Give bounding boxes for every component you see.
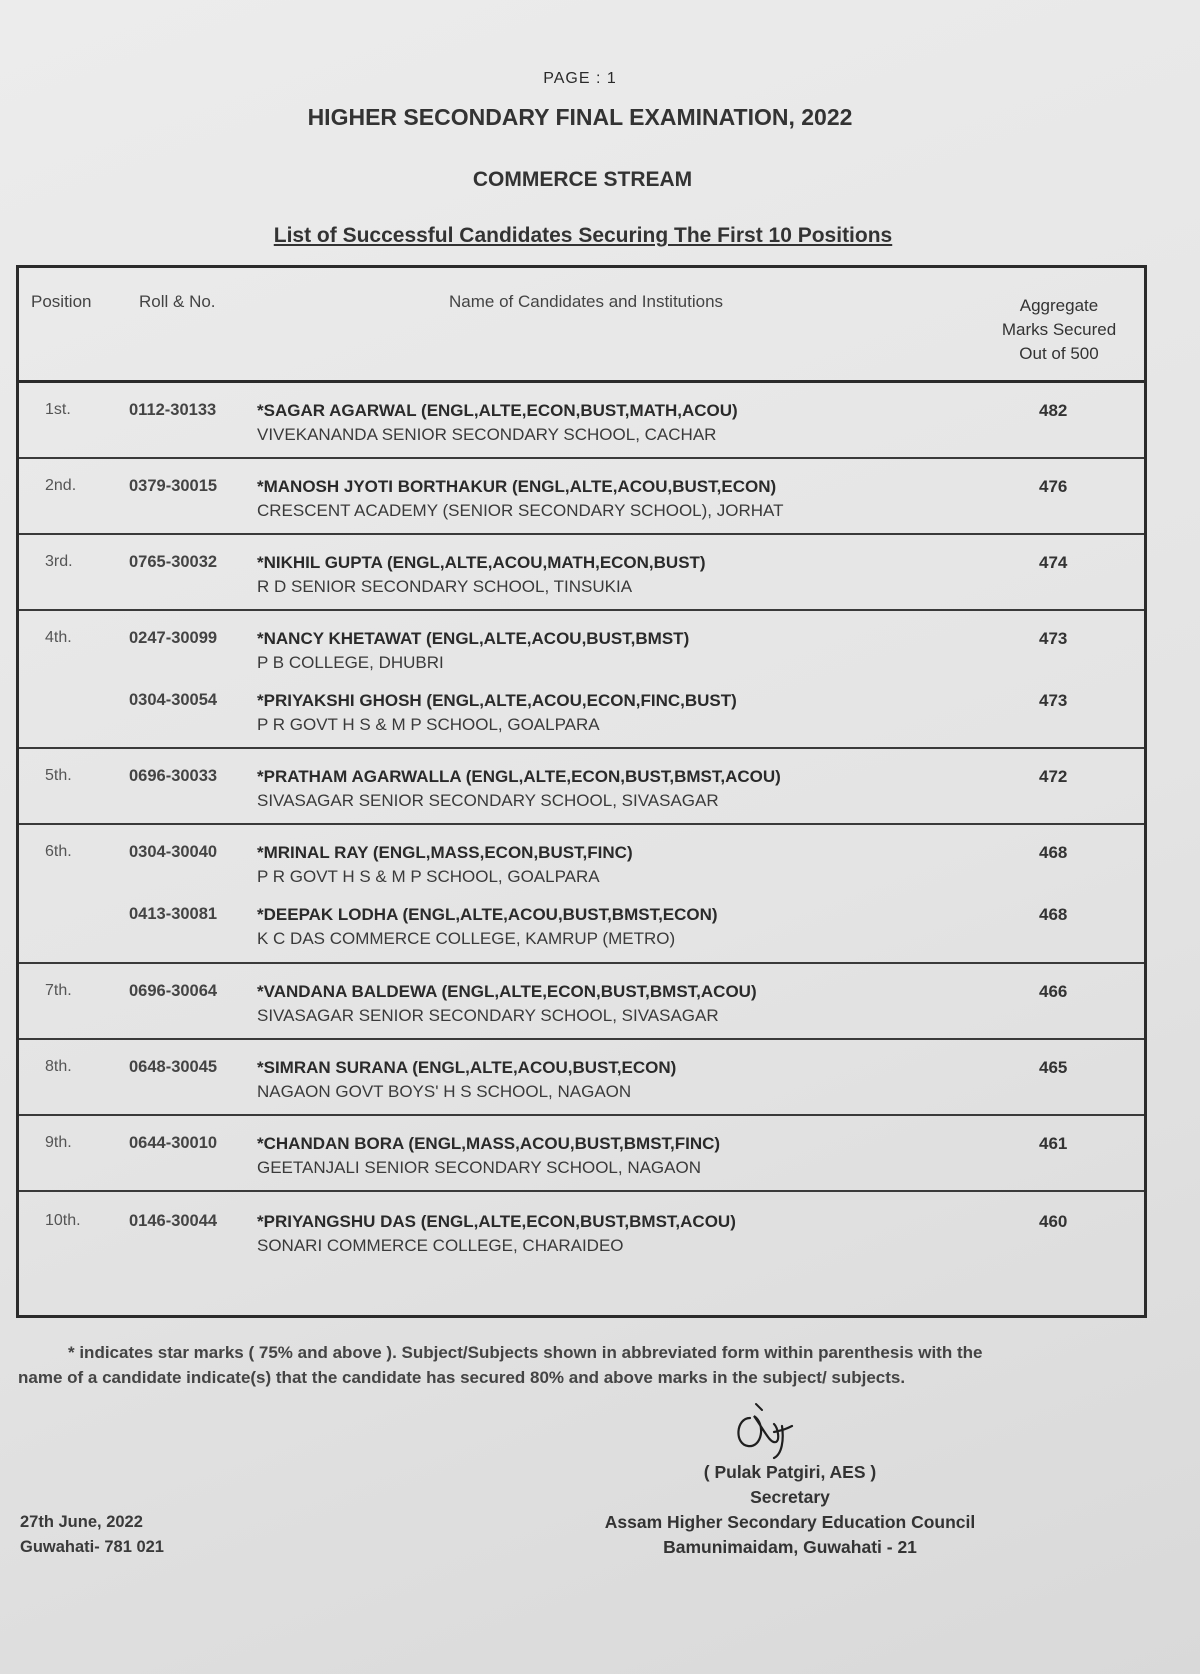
- candidate-entry: [19, 978, 1144, 1028]
- aggregate-marks: 465: [1039, 1058, 1068, 1077]
- table-row: [19, 383, 1144, 459]
- aggregate-marks: 473: [1039, 691, 1068, 710]
- institution: SIVASAGAR SENIOR SECONDARY SCHOOL, SIVASAGAR: [257, 1006, 719, 1025]
- institution: SIVASAGAR SENIOR SECONDARY SCHOOL, SIVASAGAR: [257, 791, 719, 810]
- candidate-name: *SIMRAN SURANA (ENGL,ALTE,ACOU,BUST,ECON): [257, 1058, 677, 1077]
- aggregate-marks: 476: [1039, 477, 1068, 496]
- results-table: [16, 265, 1147, 1318]
- position: 6th.: [45, 843, 72, 860]
- candidate-name: *DEEPAK LODHA (ENGL,ALTE,ACOU,BUST,BMST,ECON): [257, 905, 718, 924]
- institution: R D SENIOR SECONDARY SCHOOL, TINSUKIA: [257, 577, 633, 596]
- position: 9th.: [45, 1134, 72, 1151]
- candidate-name: *PRIYANGSHU DAS (ENGL,ALTE,ECON,BUST,BMST,ACOU): [257, 1212, 736, 1231]
- aggregate-marks: 468: [1039, 843, 1068, 862]
- institution: NAGAON GOVT BOYS' H S SCHOOL, NAGAON: [257, 1082, 632, 1101]
- table-row: [19, 459, 1144, 535]
- footnote: [18, 1340, 1128, 1390]
- roll-number: 0112-30133: [129, 401, 217, 419]
- position: 2nd.: [45, 477, 77, 494]
- roll-number: 0247-30099: [129, 629, 218, 647]
- header-aggregate-line2: Marks Secured: [1001, 320, 1117, 339]
- position: 5th.: [45, 767, 72, 784]
- position: 4th.: [45, 629, 72, 646]
- aggregate-marks: 473: [1039, 629, 1068, 648]
- header-aggregate-line3: Out of 500: [1019, 344, 1099, 363]
- institution: SONARI COMMERCE COLLEGE, CHARAIDEO: [257, 1236, 624, 1255]
- table-row: [19, 749, 1144, 825]
- candidate-entry: [19, 763, 1144, 813]
- stream-title: COMMERCE STREAM: [472, 168, 693, 191]
- position: 10th.: [45, 1212, 81, 1229]
- position: 3rd.: [45, 553, 73, 570]
- institution: P R GOVT H S & M P SCHOOL, GOALPARA: [257, 867, 600, 886]
- position: 8th.: [45, 1058, 72, 1075]
- roll-number: 0696-30033: [129, 767, 218, 785]
- aggregate-marks: 460: [1039, 1212, 1068, 1231]
- candidate-name: *NANCY KHETAWAT (ENGL,ALTE,ACOU,BUST,BMST): [257, 629, 690, 648]
- roll-number: 0644-30010: [129, 1134, 218, 1152]
- table-row: [19, 964, 1144, 1040]
- list-heading: List of Successful Candidates Securing The First 10 Positions: [273, 224, 893, 247]
- header-roll: Roll & No.: [139, 292, 216, 311]
- roll-number: 0146-30044: [129, 1212, 218, 1230]
- roll-number: 0765-30032: [129, 553, 218, 571]
- exam-title: HIGHER SECONDARY FINAL EXAMINATION, 2022: [307, 104, 853, 130]
- table-row: [19, 611, 1144, 749]
- table-header: [19, 268, 1144, 383]
- footnote-line-1: * indicates star marks ( 75% and above ). Subject/Subjects shown in abbreviated form within parenthesis with the: [68, 1343, 983, 1362]
- candidate-name: *PRATHAM AGARWALLA (ENGL,ALTE,ECON,BUST,BMST,ACOU): [257, 767, 781, 786]
- candidate-name: *CHANDAN BORA (ENGL,MASS,ACOU,BUST,BMST,FINC): [257, 1134, 721, 1153]
- table-row: [19, 535, 1144, 611]
- signatory-address: Bamunimaidam, Guwahati - 21: [663, 1537, 917, 1557]
- institution: CRESCENT ACADEMY (SENIOR SECONDARY SCHOOL), JORHAT: [257, 501, 784, 520]
- institution: P B COLLEGE, DHUBRI: [257, 653, 444, 672]
- position: 7th.: [45, 982, 72, 999]
- footnote-line-2: name of a candidate indicate(s) that the candidate has secured 80% and above marks in the subject/ subjects.: [18, 1368, 906, 1387]
- issue-date: 27th June, 2022: [20, 1513, 143, 1531]
- roll-number: 0304-30040: [129, 843, 218, 861]
- aggregate-marks: 461: [1039, 1134, 1068, 1153]
- aggregate-marks: 468: [1039, 905, 1068, 924]
- candidate-name: *PRIYAKSHI GHOSH (ENGL,ALTE,ACOU,ECON,FINC,BUST): [257, 691, 737, 710]
- candidate-entry: [19, 473, 1144, 523]
- aggregate-marks: 472: [1039, 767, 1068, 786]
- candidate-entry: [19, 839, 1144, 889]
- candidate-entry: [19, 549, 1144, 599]
- institution: GEETANJALI SENIOR SECONDARY SCHOOL, NAGAON: [257, 1158, 701, 1177]
- issue-place: Guwahati- 781 021: [20, 1538, 164, 1556]
- roll-number: 0379-30015: [129, 477, 218, 495]
- aggregate-marks: 466: [1039, 982, 1068, 1001]
- institution: VIVEKANANDA SENIOR SECONDARY SCHOOL, CACHAR: [257, 425, 717, 444]
- candidate-name: *NIKHIL GUPTA (ENGL,ALTE,ACOU,MATH,ECON,BUST): [257, 553, 706, 572]
- roll-number: 0413-30081: [129, 905, 218, 923]
- institution: K C DAS COMMERCE COLLEGE, KAMRUP (METRO): [257, 929, 676, 948]
- table-row: [19, 825, 1144, 964]
- table-row: [19, 1116, 1144, 1192]
- roll-number: 0304-30054: [129, 691, 218, 709]
- candidate-entry: [19, 1054, 1144, 1104]
- signatory-organization: Assam Higher Secondary Education Council: [604, 1512, 976, 1532]
- signature-mark: [730, 1400, 820, 1467]
- roll-number: 0696-30064: [129, 982, 218, 1000]
- candidate-name: *SAGAR AGARWAL (ENGL,ALTE,ECON,BUST,MATH,ACOU): [257, 401, 738, 420]
- signatory-block: [560, 1460, 1020, 1560]
- candidate-entry: [19, 687, 1144, 737]
- header-aggregate: [979, 294, 1139, 366]
- page-label: PAGE : 1: [543, 70, 617, 87]
- candidate-name: *MANOSH JYOTI BORTHAKUR (ENGL,ALTE,ACOU,BUST,ECON): [257, 477, 777, 496]
- candidate-entry: [19, 1130, 1144, 1180]
- candidate-name: *VANDANA BALDEWA (ENGL,ALTE,ECON,BUST,BMST,ACOU): [257, 982, 757, 1001]
- roll-number: 0648-30045: [129, 1058, 218, 1076]
- institution: P R GOVT H S & M P SCHOOL, GOALPARA: [257, 715, 600, 734]
- aggregate-marks: 474: [1039, 553, 1068, 572]
- table-row: [19, 1192, 1144, 1312]
- header-aggregate-line1: Aggregate: [1019, 296, 1099, 315]
- candidate-name: *MRINAL RAY (ENGL,MASS,ECON,BUST,FINC): [257, 843, 633, 862]
- signatory-name: ( Pulak Patgiri, AES ): [703, 1462, 877, 1482]
- table-row: [19, 1040, 1144, 1116]
- candidate-entry: [19, 397, 1144, 447]
- candidate-entry: [19, 1208, 1144, 1258]
- position: 1st.: [45, 401, 71, 418]
- aggregate-marks: 482: [1039, 401, 1068, 420]
- candidate-entry: [19, 901, 1144, 951]
- candidate-entry: [19, 625, 1144, 675]
- header-position: Position: [31, 292, 92, 311]
- header-name: Name of Candidates and Institutions: [449, 292, 724, 311]
- signatory-designation: Secretary: [750, 1487, 830, 1507]
- date-place-block: [20, 1510, 164, 1560]
